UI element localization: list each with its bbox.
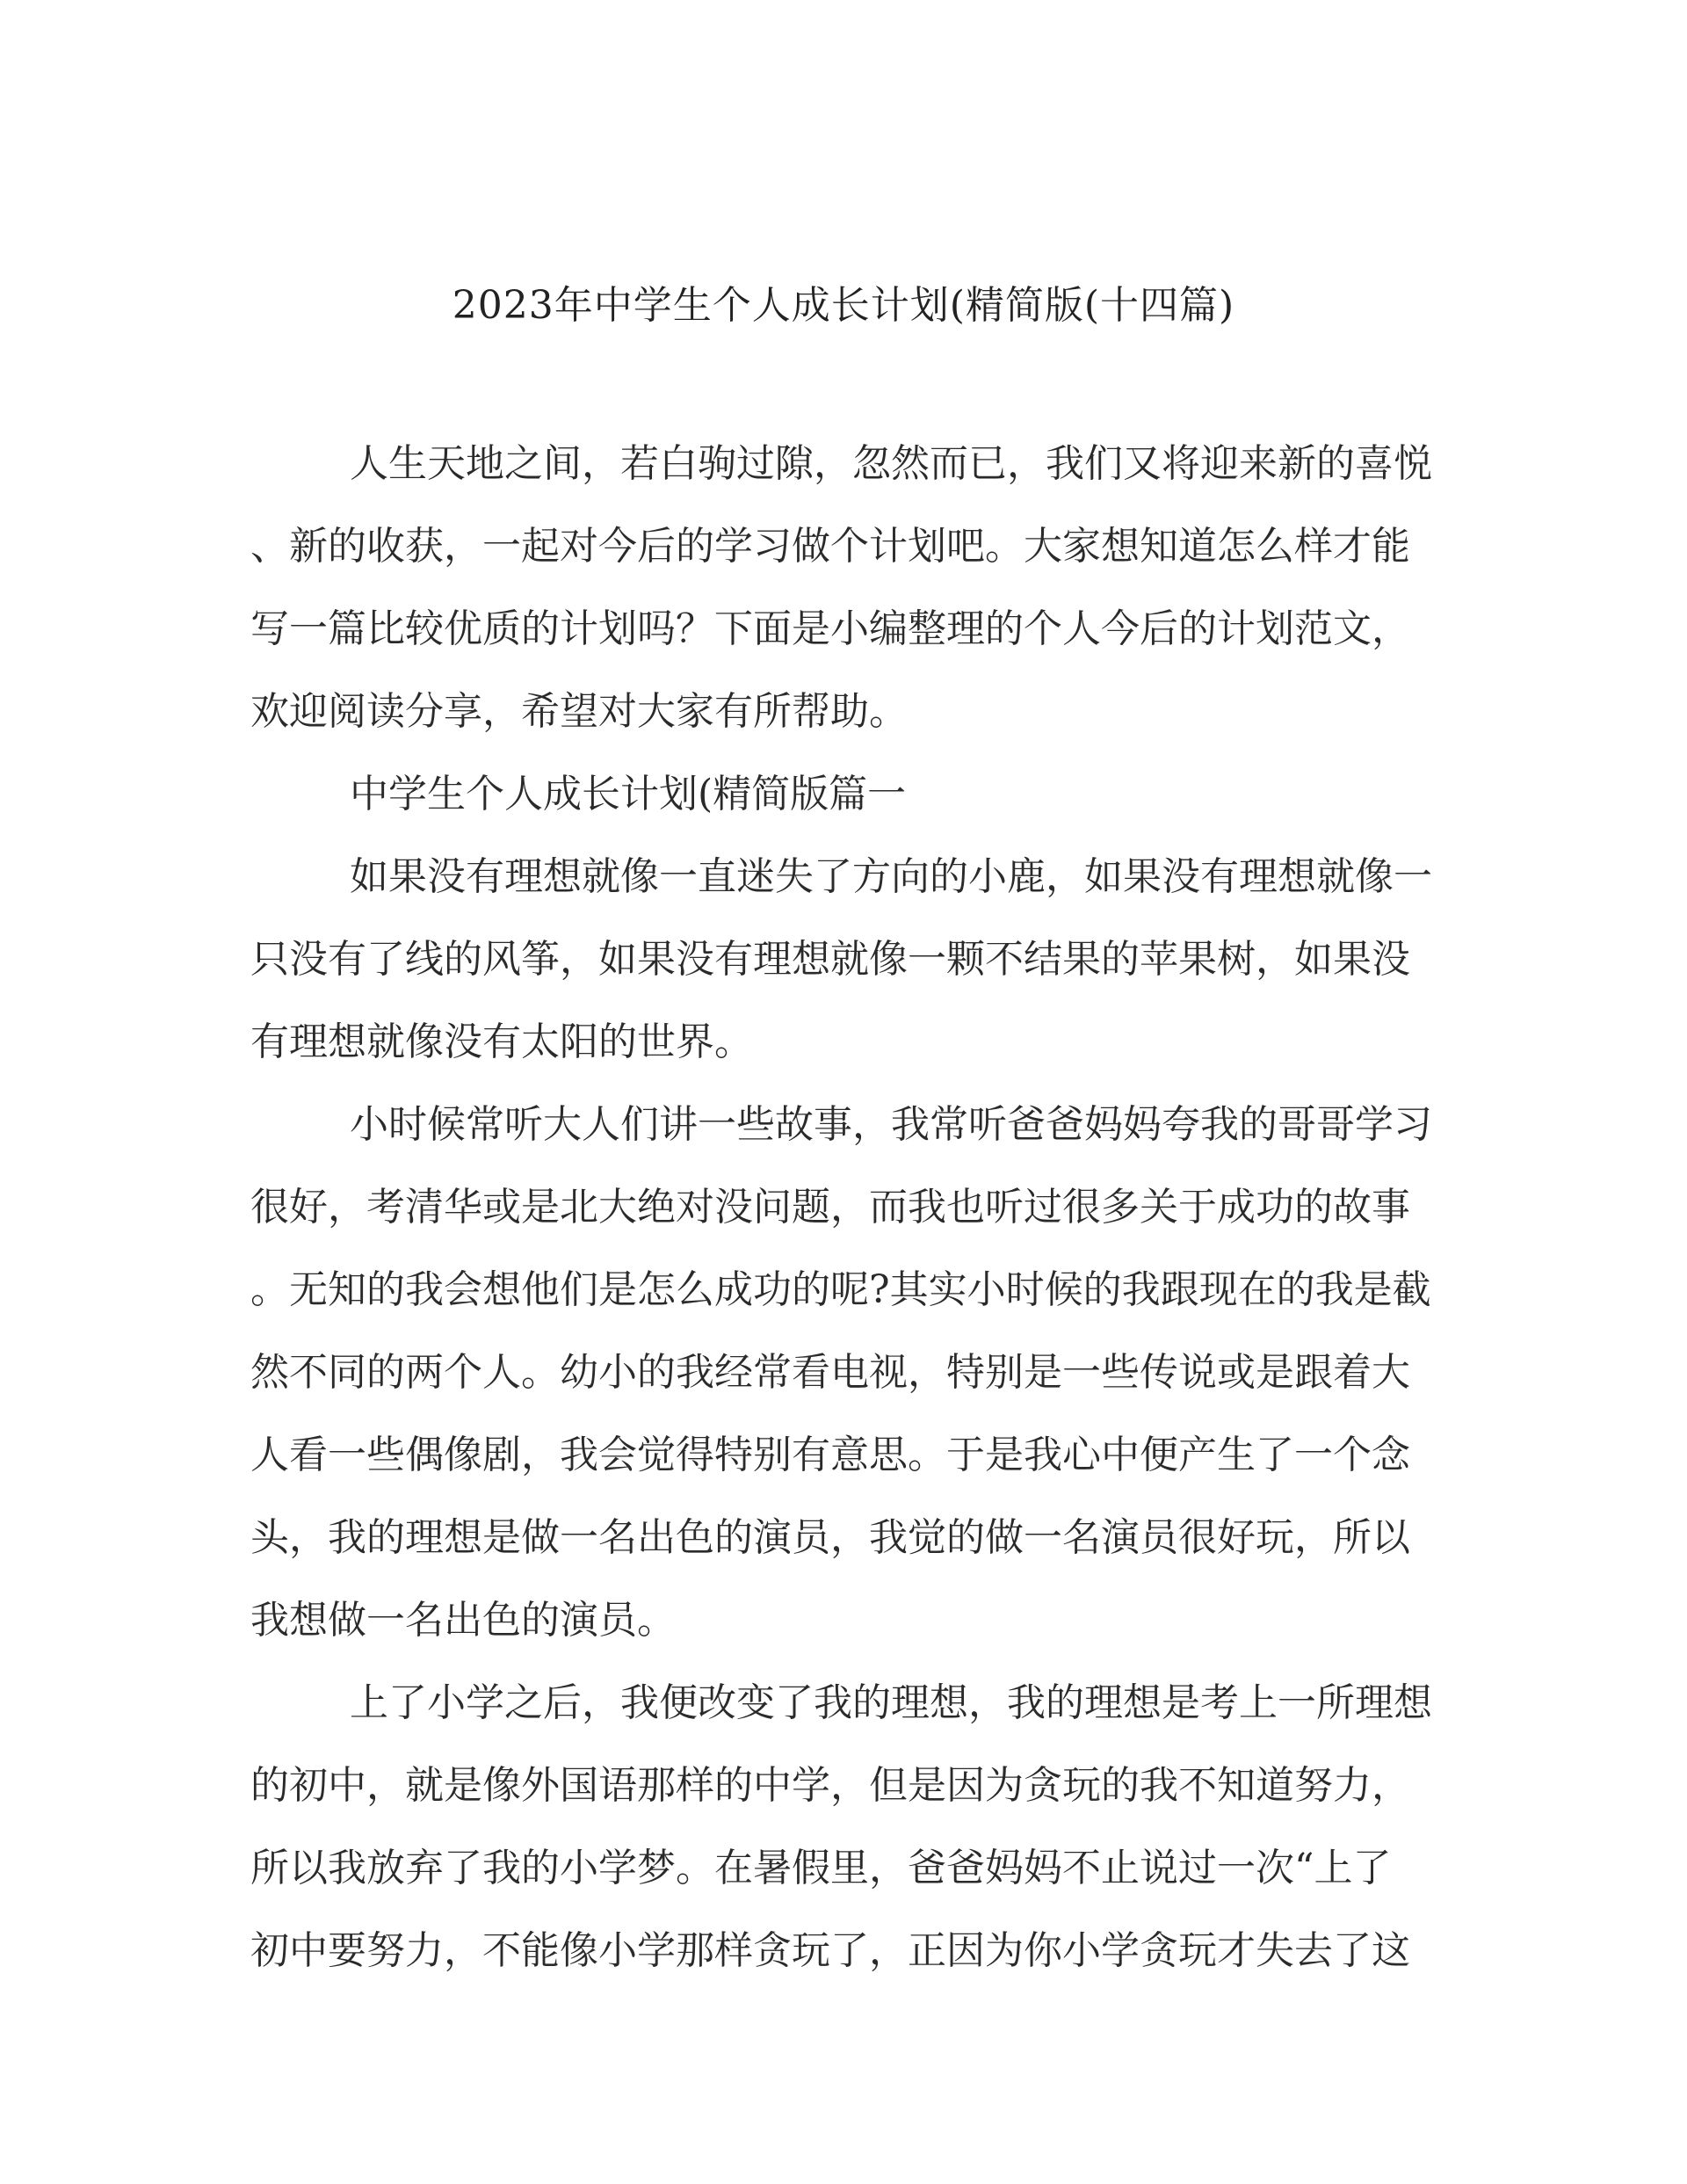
paragraph-line: 然不同的两个人。幼小的我经常看电视，特别是一些传说或是跟着大 — [250, 1350, 1410, 1395]
paragraph-line: 我想做一名出色的演员。 — [250, 1598, 676, 1643]
paragraph-line: 欢迎阅读分享，希望对大家有所帮助。 — [250, 689, 908, 734]
paragraph-line: 小时候常听大人们讲一些故事，我常听爸爸妈妈夸我的哥哥学习 — [350, 1102, 1432, 1147]
paragraph-line: 有理想就像没有太阳的世界。 — [250, 1019, 753, 1064]
document-title: 2023年中学生个人成长计划(精简版(十四篇) — [452, 283, 1235, 328]
paragraph-line: 初中要努力，不能像小学那样贪玩了，正因为你小学贪玩才失去了这 — [250, 1928, 1410, 1973]
paragraph-line: 很好，考清华或是北大绝对没问题，而我也听过很多关于成功的故事 — [250, 1185, 1410, 1230]
section-heading: 中学生个人成长计划(精简版篇一 — [350, 772, 907, 816]
paragraph-line: 人看一些偶像剧，我会觉得特别有意思。于是我心中便产生了一个念 — [250, 1433, 1410, 1477]
paragraph-line: 上了小学之后，我便改变了我的理想，我的理想是考上一所理想 — [350, 1680, 1432, 1725]
paragraph-line: 头，我的理想是做一名出色的演员，我觉的做一名演员很好玩，所以 — [250, 1515, 1410, 1560]
paragraph-line: 人生天地之间，若白驹过隙，忽然而已，我们又将迎来新的喜悦 — [350, 441, 1432, 486]
paragraph-line: 写一篇比较优质的计划吗？下面是小编整理的个人今后的计划范文， — [250, 606, 1410, 651]
paragraph-line: 只没有了线的风筝，如果没有理想就像一颗不结果的苹果树，如果没 — [250, 937, 1410, 982]
paragraph-line: 的初中，就是像外国语那样的中学，但是因为贪玩的我不知道努力， — [250, 1763, 1410, 1808]
paragraph-line: 。无知的我会想他们是怎么成功的呢?其实小时候的我跟现在的我是截 — [250, 1267, 1431, 1312]
paragraph-line: 如果没有理想就像一直迷失了方向的小鹿，如果没有理想就像一 — [350, 854, 1432, 899]
paragraph-line: 、新的收获，一起对今后的学习做个计划吧。大家想知道怎么样才能 — [250, 524, 1410, 569]
paragraph-line: 所以我放弃了我的小学梦。在暑假里，爸爸妈妈不止说过一次“上了 — [250, 1846, 1392, 1890]
